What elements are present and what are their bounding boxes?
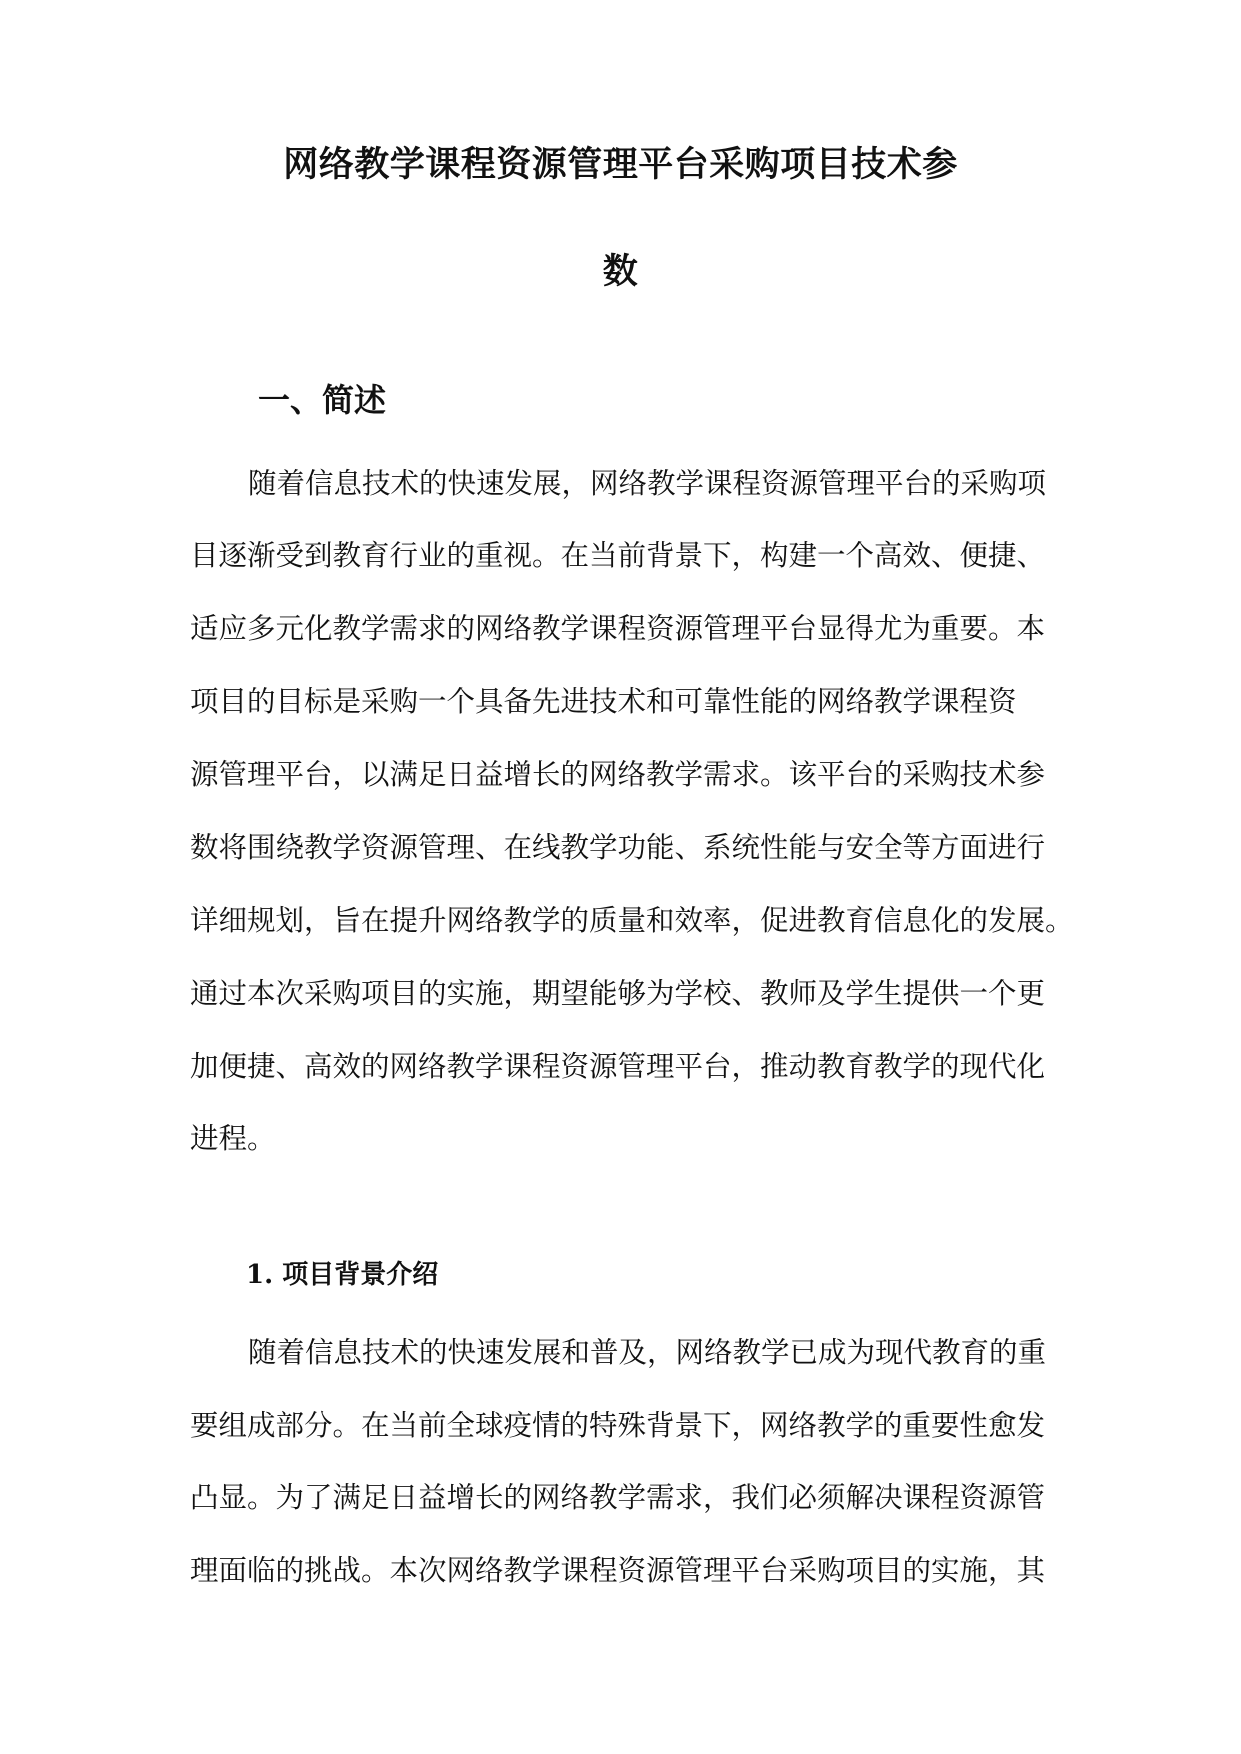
subsection-heading: 1. 项目背景介绍 [246, 1260, 439, 1290]
paragraph-line: 通过本次采购项目的实施，期望能够为学校、教师及学生提供一个更 [190, 977, 1046, 1010]
paragraph-line: 目逐渐受到教育行业的重视。在当前背景下，构建一个高效、便捷、 [190, 539, 1046, 572]
paragraph-line: 加便捷、高效的网络教学课程资源管理平台，推动教育教学的现代化 [190, 1050, 1046, 1083]
paragraph-line: 数将围绕教学资源管理、在线教学功能、系统性能与安全等方面进行 [190, 831, 1046, 864]
document-title-line-1: 网络教学课程资源管理平台采购项目技术参 [283, 144, 958, 185]
paragraph-line: 理面临的挑战。本次网络教学课程资源管理平台采购项目的实施，其 [190, 1554, 1046, 1587]
section-heading: 一、简述 [258, 381, 387, 419]
document-title-line-2: 数 [602, 251, 639, 292]
paragraph-line: 源管理平台，以满足日益增长的网络教学需求。该平台的采购技术参 [190, 758, 1046, 791]
paragraph-line: 随着信息技术的快速发展和普及，网络教学已成为现代教育的重 [248, 1336, 1047, 1369]
paragraph-line: 项目的目标是采购一个具备先进技术和可靠性能的网络教学课程资 [190, 685, 1017, 718]
paragraph-line: 随着信息技术的快速发展，网络教学课程资源管理平台的采购项 [248, 467, 1047, 500]
paragraph-line: 要组成部分。在当前全球疫情的特殊背景下，网络教学的重要性愈发 [190, 1409, 1046, 1442]
paragraph-line: 进程。 [190, 1122, 276, 1155]
paragraph-line: 详细规划，旨在提升网络教学的质量和效率，促进教育信息化的发展。 [190, 904, 1074, 937]
paragraph-line: 凸显。为了满足日益增长的网络教学需求，我们必须解决课程资源管 [190, 1481, 1046, 1514]
paragraph-line: 适应多元化教学需求的网络教学课程资源管理平台显得尤为重要。本 [190, 612, 1046, 645]
